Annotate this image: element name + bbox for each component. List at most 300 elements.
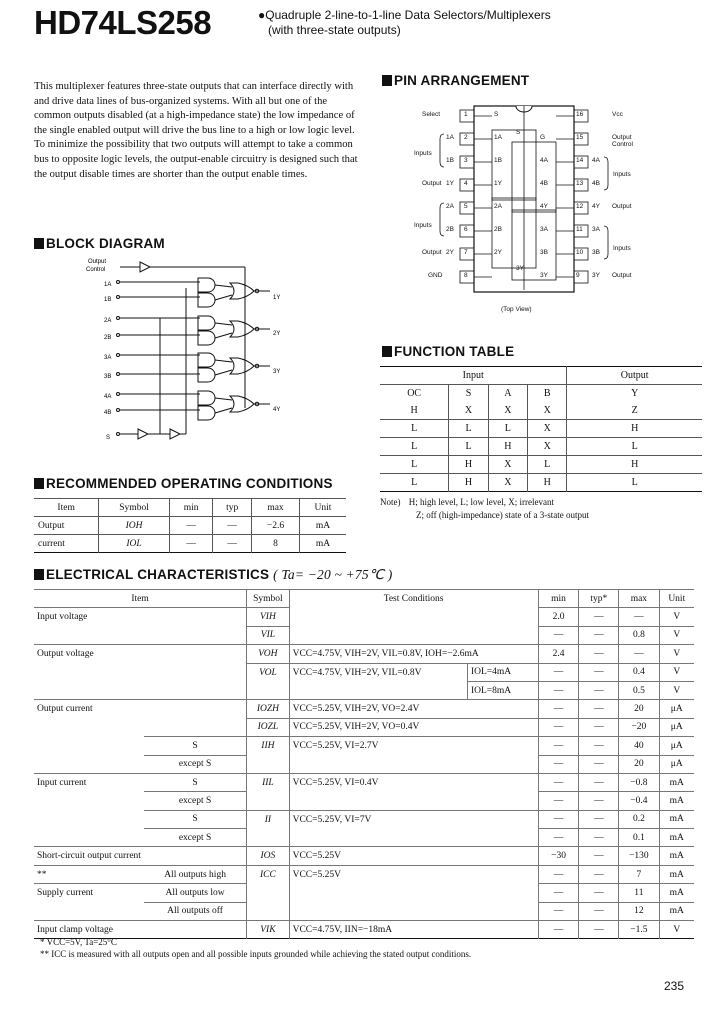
bd-and-gate <box>198 353 215 367</box>
table-cell: X <box>528 438 567 456</box>
table-cell: −2.6 <box>252 517 300 535</box>
ec-unit: mA <box>659 829 694 847</box>
pin-ext: 2Y <box>446 249 454 256</box>
ec-min: — <box>538 865 579 883</box>
ec-max: 11 <box>619 884 659 902</box>
ec-cond: VCC=4.75V, VIH=2V, VIL=0.8V <box>289 663 467 681</box>
pin-inner-top: S <box>516 129 521 136</box>
ec-min: — <box>538 737 579 755</box>
table-row <box>380 438 702 456</box>
ec-typ: — <box>579 847 619 865</box>
pin-inner: 2B <box>494 226 502 233</box>
pin-inner: 1Y <box>494 180 502 187</box>
ec-min: — <box>538 884 579 902</box>
table-row <box>34 517 346 535</box>
table-cell: L <box>380 420 449 438</box>
subtitle-line2: (with three-state outputs) <box>268 23 401 37</box>
ft-header: S <box>449 385 488 403</box>
bd-input-node <box>117 281 120 284</box>
pin-label: Output <box>612 203 632 210</box>
table-row <box>380 402 702 420</box>
ft-header: B <box>528 385 567 403</box>
bd-input-label: 1A <box>104 282 112 288</box>
roc-header: max <box>252 499 300 517</box>
ec-max: 0.2 <box>619 810 659 828</box>
table-cell: L <box>449 438 488 456</box>
ec-cond: VCC=4.75V, IIN=−18mA <box>289 921 538 939</box>
ec-sub: except S <box>144 792 247 810</box>
ec-symbol: IIH <box>247 737 289 755</box>
pin-label: Output Control <box>612 134 633 148</box>
table-cell: H <box>567 420 702 438</box>
ec-unit: μA <box>659 700 694 718</box>
ec-unit: V <box>659 626 694 644</box>
bd-select-label: S <box>106 435 111 441</box>
table-cell: H <box>528 474 567 492</box>
bd-select-node <box>117 433 120 436</box>
ft-group-input: Input <box>462 370 484 381</box>
electrical-title: ELECTRICAL CHARACTERISTICS ( Ta= −20 ~ +75℃ ) <box>34 567 392 583</box>
pin-bracket <box>440 134 444 167</box>
ec-max: 0.1 <box>619 829 659 847</box>
pin-number: 11 <box>576 226 583 233</box>
ec-sub: S <box>144 810 247 828</box>
bd-output-label: 1Y <box>273 295 281 301</box>
pin-ext: 2B <box>446 226 454 233</box>
ec-unit: V <box>659 681 694 699</box>
pin-diagram-body <box>400 100 650 320</box>
ec-item <box>34 737 144 755</box>
bd-select-buffer <box>138 429 148 439</box>
table-cell: — <box>213 535 252 553</box>
pin-number: 15 <box>576 134 584 141</box>
ec-sub <box>144 847 247 865</box>
table-row <box>34 535 346 553</box>
pin-ext: 1A <box>446 134 454 141</box>
ec-sub: All outputs low <box>144 884 247 902</box>
pin-bracket <box>440 203 444 236</box>
ec-cond <box>289 681 467 699</box>
ec-min: — <box>538 626 579 644</box>
table-cell: IOH <box>99 517 170 535</box>
ec-item <box>34 792 144 810</box>
ec-min: — <box>538 810 579 828</box>
ec-unit: μA <box>659 737 694 755</box>
table-row <box>380 474 702 492</box>
ec-cond: VCC=5.25V, VIH=2V, VO=0.4V <box>289 718 538 736</box>
pin-number: 2 <box>464 134 468 141</box>
ec-cond: VCC=5.25V <box>289 865 538 883</box>
ec-unit: V <box>659 645 694 663</box>
ec-item: ** <box>34 865 144 883</box>
table-cell: — <box>169 535 213 553</box>
ec-item: Supply current <box>34 884 144 902</box>
table-cell: X <box>528 402 567 420</box>
table-cell: L <box>380 474 449 492</box>
electrical-footnotes <box>40 936 471 960</box>
ec-cond: VCC=5.25V, VI=0.4V <box>289 773 538 791</box>
ec-sub <box>144 663 247 681</box>
pin-inner: 1B <box>494 157 502 164</box>
ec-sub: All outputs off <box>144 902 247 920</box>
pin-inputs-left1: Inputs <box>414 150 432 157</box>
table-cell: L <box>449 420 488 438</box>
ec-cond <box>289 792 538 810</box>
table-row <box>34 755 694 773</box>
table-cell: L <box>488 420 527 438</box>
ec-sub <box>144 645 247 663</box>
ec-header: Item <box>34 590 247 608</box>
ec-sub: All outputs high <box>144 865 247 883</box>
table-cell: current <box>34 535 99 553</box>
ec-sub: except S <box>144 755 247 773</box>
ec-cond: VCC=5.25V <box>289 847 538 865</box>
ec-max: — <box>619 645 659 663</box>
ec-max: −0.8 <box>619 773 659 791</box>
pin-inputs-right1: Inputs <box>613 171 631 178</box>
ec-symbol: VIH <box>247 608 289 626</box>
ec-cond: VCC=5.25V, VI=7V <box>289 810 538 828</box>
pin-inputs-right2: Inputs <box>613 245 631 252</box>
ec-typ: — <box>579 865 619 883</box>
bd-input-label: 4A <box>104 394 112 400</box>
ec-cond <box>289 829 538 847</box>
ec-typ: — <box>579 608 619 626</box>
ec-sub: except S <box>144 829 247 847</box>
pin-ext: 4A <box>592 157 600 164</box>
recommended-title: RECOMMENDED OPERATING CONDITIONS <box>34 476 333 491</box>
ec-symbol: ICC <box>247 865 289 883</box>
table-row <box>34 847 694 865</box>
ec-item <box>34 718 144 736</box>
bd-control-buffer <box>140 262 150 272</box>
ec-header: Test Conditions <box>289 590 538 608</box>
pin-number: 16 <box>576 111 584 118</box>
ec-unit: mA <box>659 792 694 810</box>
ft-header: A <box>488 385 527 403</box>
pin-inner: 3A <box>540 226 548 233</box>
ec-item: Short-circuit output current <box>34 847 144 865</box>
ec-typ: — <box>579 773 619 791</box>
ec-typ: — <box>579 645 619 663</box>
bd-control-line1: Output <box>88 259 107 265</box>
bd-input-label: 1B <box>104 297 112 303</box>
bd-and-gate <box>198 293 215 307</box>
table-row <box>34 681 694 699</box>
table-row <box>34 645 694 663</box>
ec-min: — <box>538 792 579 810</box>
table-row <box>380 456 702 474</box>
ec-min: −30 <box>538 847 579 865</box>
pin-inner: 1A <box>494 134 502 141</box>
ec-item <box>34 829 144 847</box>
pin-label: Output <box>422 249 442 256</box>
ec-min: — <box>538 773 579 791</box>
ec-cond2: IOL=8mA <box>467 681 538 699</box>
bd-wire <box>215 285 232 287</box>
table-cell: X <box>449 402 488 420</box>
ec-header: typ* <box>579 590 619 608</box>
table-row <box>34 608 694 626</box>
ft-note-line2: Z; off (high-impedance) state of a 3-state output <box>416 510 590 520</box>
ec-sub <box>144 681 247 699</box>
ec-item <box>34 663 144 681</box>
ec-symbol: IOZH <box>247 700 289 718</box>
ec-symbol <box>247 829 289 847</box>
bd-input-label: 2A <box>104 318 112 324</box>
table-cell: mA <box>300 535 347 553</box>
bd-wire <box>215 360 232 362</box>
pin-inner: 3B <box>540 249 548 256</box>
ec-max: −130 <box>619 847 659 865</box>
bd-or-gate <box>230 396 254 412</box>
table-cell: 8 <box>252 535 300 553</box>
ec-cond <box>289 884 538 902</box>
pin-inner: 2Y <box>494 249 502 256</box>
table-cell: H <box>567 456 702 474</box>
ec-cond2: IOL=4mA <box>467 663 538 681</box>
ec-item <box>34 626 144 644</box>
ec-header: max <box>619 590 659 608</box>
pin-ext: 3A <box>592 226 600 233</box>
ft-note-line1: H; high level, L; low level, X; irrelevant <box>408 497 554 507</box>
table-cell: H <box>410 405 418 416</box>
pin-inner: 4A <box>540 157 548 164</box>
ec-typ: — <box>579 902 619 920</box>
ec-sub: S <box>144 773 247 791</box>
table-row <box>34 737 694 755</box>
ec-unit: V <box>659 663 694 681</box>
pin-ext: 2A <box>446 203 454 210</box>
ec-typ: — <box>579 681 619 699</box>
ec-max: 0.8 <box>619 626 659 644</box>
table-cell: Z <box>567 402 702 420</box>
ec-item: Input clamp voltage <box>34 921 144 939</box>
table-cell: — <box>213 517 252 535</box>
ec-cond <box>289 902 538 920</box>
ec-min: 2.4 <box>538 645 579 663</box>
pin-label: GND <box>428 272 443 279</box>
pin-number: 8 <box>464 272 468 279</box>
ec-header: Unit <box>659 590 694 608</box>
ec-cond <box>289 608 538 626</box>
table-row <box>34 884 694 902</box>
ec-max: 20 <box>619 755 659 773</box>
pin-inner: S <box>494 111 499 118</box>
bd-input-label: 2B <box>104 335 112 341</box>
ec-max: — <box>619 608 659 626</box>
block-diagram-title: BLOCK DIAGRAM <box>34 236 165 251</box>
ec-symbol: IOZL <box>247 718 289 736</box>
table-cell: L <box>380 438 449 456</box>
bd-or-gate <box>230 283 254 299</box>
pin-ext: 1Y <box>446 180 454 187</box>
bd-input-node <box>117 296 120 299</box>
bd-and-gate <box>198 368 215 382</box>
ec-symbol: IOS <box>247 847 289 865</box>
table-row <box>380 420 702 438</box>
pin-label: Vcc <box>612 111 623 118</box>
pin-number: 9 <box>576 272 580 279</box>
ec-typ: — <box>579 755 619 773</box>
table-cell: H <box>449 474 488 492</box>
bd-and-gate <box>198 316 215 330</box>
ec-cond <box>289 626 538 644</box>
ec-symbol: II <box>247 810 289 828</box>
roc-header: Item <box>34 499 99 517</box>
ec-max: 12 <box>619 902 659 920</box>
pin-label: Select <box>422 111 441 118</box>
ec-unit: μA <box>659 718 694 736</box>
table-row <box>34 902 694 920</box>
bd-output-label: 4Y <box>273 407 281 413</box>
pin-internal-block <box>512 142 556 212</box>
pin-view-label: (Top View) <box>501 306 532 313</box>
ec-unit: mA <box>659 810 694 828</box>
subtitle-line1: ●Quadruple 2-line-to-1-line Data Selectors/Multiplexers <box>258 8 551 22</box>
ec-min: — <box>538 681 579 699</box>
pin-inner-bottom: 3Y <box>516 265 524 272</box>
block-diagram <box>80 258 300 450</box>
pin-number: 6 <box>464 226 468 233</box>
ec-item: Input voltage <box>34 608 144 626</box>
ec-min: — <box>538 700 579 718</box>
table-cell: X <box>488 402 527 420</box>
ec-unit: mA <box>659 884 694 902</box>
pin-ext: 3B <box>592 249 600 256</box>
table-row <box>34 773 694 791</box>
pin-bracket <box>604 157 608 190</box>
ec-item: Output voltage <box>34 645 144 663</box>
roc-header: min <box>169 499 213 517</box>
ec-cond <box>289 755 538 773</box>
pin-label: Output <box>612 272 632 279</box>
bd-input-label: 3B <box>104 374 112 380</box>
function-table <box>380 366 702 492</box>
ec-max: 20 <box>619 700 659 718</box>
table-row <box>34 663 694 681</box>
pin-bracket <box>604 226 608 259</box>
page-number: 235 <box>664 979 685 993</box>
ec-min: — <box>538 718 579 736</box>
pin-inner: 2A <box>494 203 502 210</box>
ec-unit: V <box>659 921 694 939</box>
bd-or-gate <box>230 358 254 374</box>
ec-item <box>34 681 144 699</box>
bd-or-gate <box>230 321 254 337</box>
bd-input-label: 3A <box>104 355 112 361</box>
bd-and-gate <box>198 331 215 345</box>
bd-and-gate <box>198 278 215 292</box>
function-table-title: FUNCTION TABLE <box>382 344 514 359</box>
ec-symbol <box>247 681 289 699</box>
ec-cond: VCC=5.25V, VIH=2V, VO=2.4V <box>289 700 538 718</box>
roc-header: Symbol <box>99 499 170 517</box>
ft-group-output: Output <box>567 367 702 385</box>
electrical-table <box>34 589 694 939</box>
ec-symbol <box>247 792 289 810</box>
ec-unit: μA <box>659 755 694 773</box>
table-row <box>34 626 694 644</box>
ec-sub <box>144 626 247 644</box>
pin-inner: 4Y <box>540 203 548 210</box>
ec-header: min <box>538 590 579 608</box>
subtitle <box>258 8 551 38</box>
ec-typ: — <box>579 626 619 644</box>
pin-number: 10 <box>576 249 584 256</box>
ec-sub <box>144 608 247 626</box>
pin-number: 1 <box>464 111 468 118</box>
bd-input-node <box>117 354 120 357</box>
ec-max: 0.5 <box>619 681 659 699</box>
ec-symbol: VIL <box>247 626 289 644</box>
ec-item: Input current <box>34 773 144 791</box>
ec-min: 2.0 <box>538 608 579 626</box>
footnote-2: ** ICC is measured with all outputs open and all possible inputs grounded while achieving the stated output conditions. <box>40 949 472 959</box>
ec-typ: — <box>579 700 619 718</box>
ec-symbol: VOH <box>247 645 289 663</box>
ec-typ: — <box>579 792 619 810</box>
pin-inputs-left2: Inputs <box>414 222 432 229</box>
bd-input-label: 4B <box>104 410 112 416</box>
ec-typ: — <box>579 884 619 902</box>
table-row <box>34 865 694 883</box>
ec-min: — <box>538 902 579 920</box>
ec-cond: VCC=4.75V, VIH=2V, VIL=0.8V, IOH=−2.6mA <box>289 645 538 663</box>
pin-diagram <box>400 100 650 320</box>
ec-typ: — <box>579 810 619 828</box>
recommended-table <box>34 498 346 553</box>
ec-item <box>34 810 144 828</box>
ec-symbol: VIK <box>247 921 289 939</box>
ec-min: — <box>538 829 579 847</box>
description: This multiplexer features three-state outputs that can interface directly with and drive data lines of bus-organized systems. With all but one of the common outputs disabled (at a high-impedance state) the low impedance of the single enabled output will drive the bus line to a high or low logic level. To minimize the possibility that two outputs will attempt to take a common bus to opposite logic levels, the output-enable circuitry is designed such that the output disable times are shorter than the output enable times. <box>34 81 358 180</box>
ec-symbol: VOL <box>247 663 289 681</box>
ft-note-label: Note) <box>380 497 401 507</box>
ec-sub: S <box>144 737 247 755</box>
ft-header: OC <box>380 385 449 403</box>
bd-input-node <box>117 373 120 376</box>
table-row <box>34 829 694 847</box>
bd-and-gate <box>198 391 215 405</box>
roc-header: typ <box>213 499 252 517</box>
ec-typ: — <box>579 718 619 736</box>
ec-unit: mA <box>659 847 694 865</box>
ec-max: 40 <box>619 737 659 755</box>
table-cell: X <box>488 456 527 474</box>
part-number: HD74LS258 <box>34 4 212 41</box>
ec-item: Output current <box>34 700 144 718</box>
table-row <box>34 700 694 718</box>
bd-wire <box>215 323 232 325</box>
bd-input-node <box>117 409 120 412</box>
pin-ext: 3Y <box>592 272 600 279</box>
pin-number: 3 <box>464 157 468 164</box>
ec-unit: mA <box>659 773 694 791</box>
bd-output-label: 3Y <box>273 369 281 375</box>
table-cell: L <box>567 474 702 492</box>
pin-arrangement-title: PIN ARRANGEMENT <box>382 73 529 88</box>
ec-max: −1.5 <box>619 921 659 939</box>
ec-typ: — <box>579 663 619 681</box>
table-cell: L <box>528 456 567 474</box>
table-cell: H <box>488 438 527 456</box>
pin-inner: 4B <box>540 180 548 187</box>
bd-and-gate <box>198 406 215 420</box>
pin-ext: 4Y <box>592 203 600 210</box>
table-row <box>34 792 694 810</box>
ec-min: — <box>538 755 579 773</box>
